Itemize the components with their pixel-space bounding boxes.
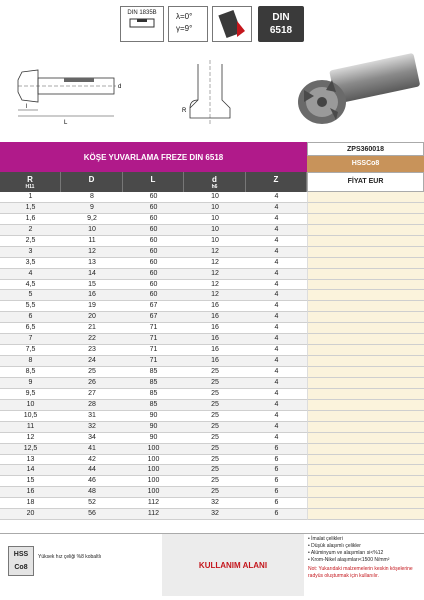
cell-d-outer: 42 [61,455,123,466]
cell-z: 4 [246,356,307,367]
tool-photo [292,50,422,130]
cell-z: 4 [246,258,307,269]
cell-price [307,367,424,378]
cell-price [307,225,424,236]
cell-d-shank: 25 [184,422,246,433]
column-header-l [123,172,184,192]
cell-d-shank: 10 [184,225,246,236]
cell-l: 60 [123,269,184,280]
din-badge-line2: 6518 [269,25,293,36]
cell-d-outer: 52 [61,498,123,509]
cell-r: 1,6 [0,214,61,225]
table-row [0,225,424,236]
cell-r: 3 [0,247,61,258]
cell-l: 90 [123,411,184,422]
cell-z: 4 [246,269,307,280]
cell-d-outer: 13 [61,258,123,269]
table-title: KÖŞE YUVARLAMA FREZE DIN 6518 [0,142,307,172]
cell-d-outer: 9,2 [61,214,123,225]
column-header-d-shank-main: d [212,175,217,184]
cell-d-shank: 16 [184,323,246,334]
cell-d-outer: 31 [61,411,123,422]
table-row [0,334,424,345]
cell-r: 12 [0,433,61,444]
cell-l: 60 [123,214,184,225]
cell-r: 7,5 [0,345,61,356]
cell-l: 112 [123,509,184,520]
cell-d-shank: 16 [184,301,246,312]
hss-line1: HSS [13,551,29,558]
cell-d-outer: 8 [61,192,123,203]
column-header-d-shank-sub: h6 [211,184,218,190]
table-row [0,280,424,291]
cell-d-shank: 25 [184,476,246,487]
cell-r: 4 [0,269,61,280]
cell-r: 8 [0,356,61,367]
cell-z: 4 [246,301,307,312]
table-row [0,356,424,367]
cell-price [307,422,424,433]
cell-l: 90 [123,433,184,444]
cell-d-outer: 25 [61,367,123,378]
cell-price [307,400,424,411]
cell-l: 67 [123,312,184,323]
cell-price [307,258,424,269]
usage-item: • Krom-Nikel alaşımları<1500 N/mm² [308,557,422,564]
cell-r: 6,5 [0,323,61,334]
cell-z: 4 [246,345,307,356]
cell-d-shank: 16 [184,345,246,356]
cell-d-shank: 25 [184,400,246,411]
cell-l: 60 [123,225,184,236]
cell-d-shank: 25 [184,465,246,476]
cell-l: 67 [123,301,184,312]
cell-l: 60 [123,290,184,301]
table-row [0,312,424,323]
label-L: L [64,120,68,126]
cell-d-shank: 12 [184,280,246,291]
cell-price [307,312,424,323]
cell-price [307,356,424,367]
cell-l: 85 [123,389,184,400]
table-row [0,411,424,422]
column-header-d-outer-main: D [88,175,95,184]
cell-z: 4 [246,290,307,301]
label-l: l [26,104,28,110]
cell-d-outer: 28 [61,400,123,411]
cell-r: 13 [0,455,61,466]
profile-detail-drawing [180,60,240,130]
cell-l: 100 [123,465,184,476]
table-row [0,400,424,411]
cell-z: 4 [246,411,307,422]
cell-l: 100 [123,476,184,487]
cell-d-shank: 32 [184,509,246,520]
cell-r: 20 [0,509,61,520]
cell-l: 85 [123,400,184,411]
table-row [0,203,424,214]
cell-z: 6 [246,455,307,466]
cell-d-outer: 26 [61,378,123,389]
cell-z: 6 [246,487,307,498]
gamma-angle: γ=9° [176,24,193,33]
cutting-tool-icon [212,6,252,42]
footer [0,533,424,596]
usage-list [308,536,422,580]
cell-r: 1,5 [0,203,61,214]
cell-price [307,455,424,466]
table-row [0,465,424,476]
din-standard-label: DIN 1835B [127,10,157,16]
product-code: ZPS360018 [307,142,424,156]
table-row [0,498,424,509]
cell-d-outer: 15 [61,280,123,291]
material-label: HSSCo8 [307,156,424,172]
cell-price [307,378,424,389]
cell-d-outer: 24 [61,356,123,367]
cell-r: 9,5 [0,389,61,400]
cell-d-outer: 20 [61,312,123,323]
cell-l: 85 [123,367,184,378]
cell-price [307,476,424,487]
cell-r: 3,5 [0,258,61,269]
table-row [0,422,424,433]
cell-price [307,269,424,280]
cell-r: 2 [0,225,61,236]
cell-l: 90 [123,422,184,433]
angle-box [168,6,208,42]
cell-r: 15 [0,476,61,487]
cell-z: 4 [246,192,307,203]
cell-price [307,247,424,258]
cell-l: 71 [123,356,184,367]
cell-r: 10,5 [0,411,61,422]
cell-price [307,290,424,301]
cell-price [307,444,424,455]
cell-price [307,498,424,509]
cell-price [307,509,424,520]
column-header-d-outer [61,172,123,192]
table-row [0,433,424,444]
table-row [0,247,424,258]
cell-d-outer: 44 [61,465,123,476]
cell-r: 11 [0,422,61,433]
cell-r: 14 [0,465,61,476]
cell-d-shank: 16 [184,356,246,367]
cell-d-outer: 56 [61,509,123,520]
cell-d-shank: 25 [184,411,246,422]
table-row [0,236,424,247]
cell-price [307,214,424,225]
din-badge-line1: DIN [272,12,290,23]
column-header-z [246,172,307,192]
cell-r: 4,5 [0,280,61,291]
cell-price [307,280,424,291]
cell-r: 7 [0,334,61,345]
cell-z: 4 [246,203,307,214]
cell-d-shank: 16 [184,334,246,345]
shank-icon [127,16,157,32]
cell-d-outer: 9 [61,203,123,214]
cell-z: 4 [246,225,307,236]
cell-price [307,323,424,334]
cell-l: 60 [123,258,184,269]
cell-d-shank: 25 [184,378,246,389]
cell-price [307,236,424,247]
cell-z: 4 [246,334,307,345]
price-header: FİYAT EUR [307,172,424,192]
cell-d-shank: 25 [184,487,246,498]
label-d: d [118,84,122,90]
table-row [0,367,424,378]
cell-z: 6 [246,476,307,487]
din-standard-box [120,6,164,42]
cell-price [307,192,424,203]
cell-d-shank: 10 [184,192,246,203]
cell-price [307,389,424,400]
column-header-r [0,172,61,192]
hss-material-icon [8,546,34,576]
cell-z: 4 [246,422,307,433]
table-row [0,389,424,400]
cell-l: 100 [123,455,184,466]
table-row [0,378,424,389]
cell-z: 4 [246,247,307,258]
cell-price [307,334,424,345]
table-row [0,487,424,498]
cell-d-outer: 22 [61,334,123,345]
cell-d-shank: 10 [184,236,246,247]
column-header-d-shank [184,172,246,192]
header-icons [0,6,424,46]
cell-d-shank: 25 [184,444,246,455]
table-row [0,214,424,225]
cell-z: 4 [246,400,307,411]
cell-d-outer: 41 [61,444,123,455]
cell-z: 4 [246,236,307,247]
cell-z: 4 [246,433,307,444]
cell-z: 4 [246,367,307,378]
cell-d-outer: 19 [61,301,123,312]
cell-d-outer: 48 [61,487,123,498]
cell-d-outer: 34 [61,433,123,444]
technical-drawings [0,50,424,135]
table-row [0,301,424,312]
table-row [0,269,424,280]
cell-d-outer: 12 [61,247,123,258]
cell-z: 6 [246,465,307,476]
cell-l: 71 [123,323,184,334]
cell-price [307,203,424,214]
hss-note: Yüksek hız çeliği %8 kobaltlı [38,554,102,560]
cell-l: 100 [123,444,184,455]
label-r: R [182,108,187,114]
cell-r: 1 [0,192,61,203]
cell-l: 112 [123,498,184,509]
cell-d-shank: 10 [184,214,246,225]
cell-price [307,487,424,498]
cell-l: 60 [123,203,184,214]
cell-r: 10 [0,400,61,411]
cell-price [307,465,424,476]
cell-d-outer: 46 [61,476,123,487]
cell-z: 6 [246,509,307,520]
cell-d-shank: 12 [184,269,246,280]
column-header-r-main: R [27,175,33,184]
din-badge [258,6,304,42]
cell-z: 4 [246,312,307,323]
cell-r: 12,5 [0,444,61,455]
cell-z: 6 [246,498,307,509]
column-header-l-main: L [150,175,156,184]
cell-r: 16 [0,487,61,498]
cell-d-outer: 27 [61,389,123,400]
usage-item: • Alüminyum ve alaşımları si<%12 [308,550,422,557]
cell-l: 71 [123,334,184,345]
cell-d-shank: 12 [184,247,246,258]
cell-d-outer: 10 [61,225,123,236]
table-row [0,192,424,203]
table-row [0,323,424,334]
cell-d-outer: 23 [61,345,123,356]
cell-l: 60 [123,192,184,203]
cell-z: 4 [246,389,307,400]
table-row [0,345,424,356]
cell-price [307,433,424,444]
cell-l: 60 [123,247,184,258]
cell-r: 6 [0,312,61,323]
table-row [0,476,424,487]
table-row [0,509,424,520]
usage-item: • İmalat çelikleri [308,536,422,543]
cell-d-shank: 10 [184,203,246,214]
cell-z: 4 [246,280,307,291]
usage-area-title: KULLANIM ALANI [162,534,304,596]
column-header-z-main: Z [273,175,279,184]
column-header-r-sub: H11 [25,184,35,190]
cell-d-shank: 12 [184,290,246,301]
hss-line2: Co8 [14,564,28,571]
cell-r: 2,5 [0,236,61,247]
side-view-drawing [4,50,134,130]
cell-l: 60 [123,236,184,247]
cell-d-shank: 16 [184,312,246,323]
cell-d-shank: 32 [184,498,246,509]
cell-d-outer: 32 [61,422,123,433]
cell-r: 18 [0,498,61,509]
cell-price [307,301,424,312]
cell-r: 5 [0,290,61,301]
cell-z: 6 [246,444,307,455]
cell-price [307,411,424,422]
cell-l: 60 [123,280,184,291]
cell-z: 4 [246,378,307,389]
cell-z: 4 [246,214,307,225]
cell-d-shank: 25 [184,433,246,444]
cell-z: 4 [246,323,307,334]
cell-d-outer: 11 [61,236,123,247]
cell-d-shank: 25 [184,389,246,400]
cell-d-outer: 14 [61,269,123,280]
usage-item: • Düşük alaşımlı çelikler [308,543,422,550]
cell-r: 5,5 [0,301,61,312]
table-body [0,192,424,520]
cell-d-outer: 16 [61,290,123,301]
cell-d-shank: 25 [184,455,246,466]
usage-note: Not: Yukarıdaki malzemelerin keskin köşelerine radyüs oluşturmak için kullanılır. [308,566,413,579]
cell-price [307,345,424,356]
cell-r: 8,5 [0,367,61,378]
cell-d-shank: 25 [184,367,246,378]
table-row [0,290,424,301]
cell-l: 85 [123,378,184,389]
table-row [0,455,424,466]
cell-r: 9 [0,378,61,389]
lambda-angle: λ=0° [176,12,193,21]
cell-d-shank: 12 [184,258,246,269]
cell-l: 71 [123,345,184,356]
cell-d-outer: 21 [61,323,123,334]
table-row [0,444,424,455]
table-row [0,258,424,269]
cell-l: 100 [123,487,184,498]
